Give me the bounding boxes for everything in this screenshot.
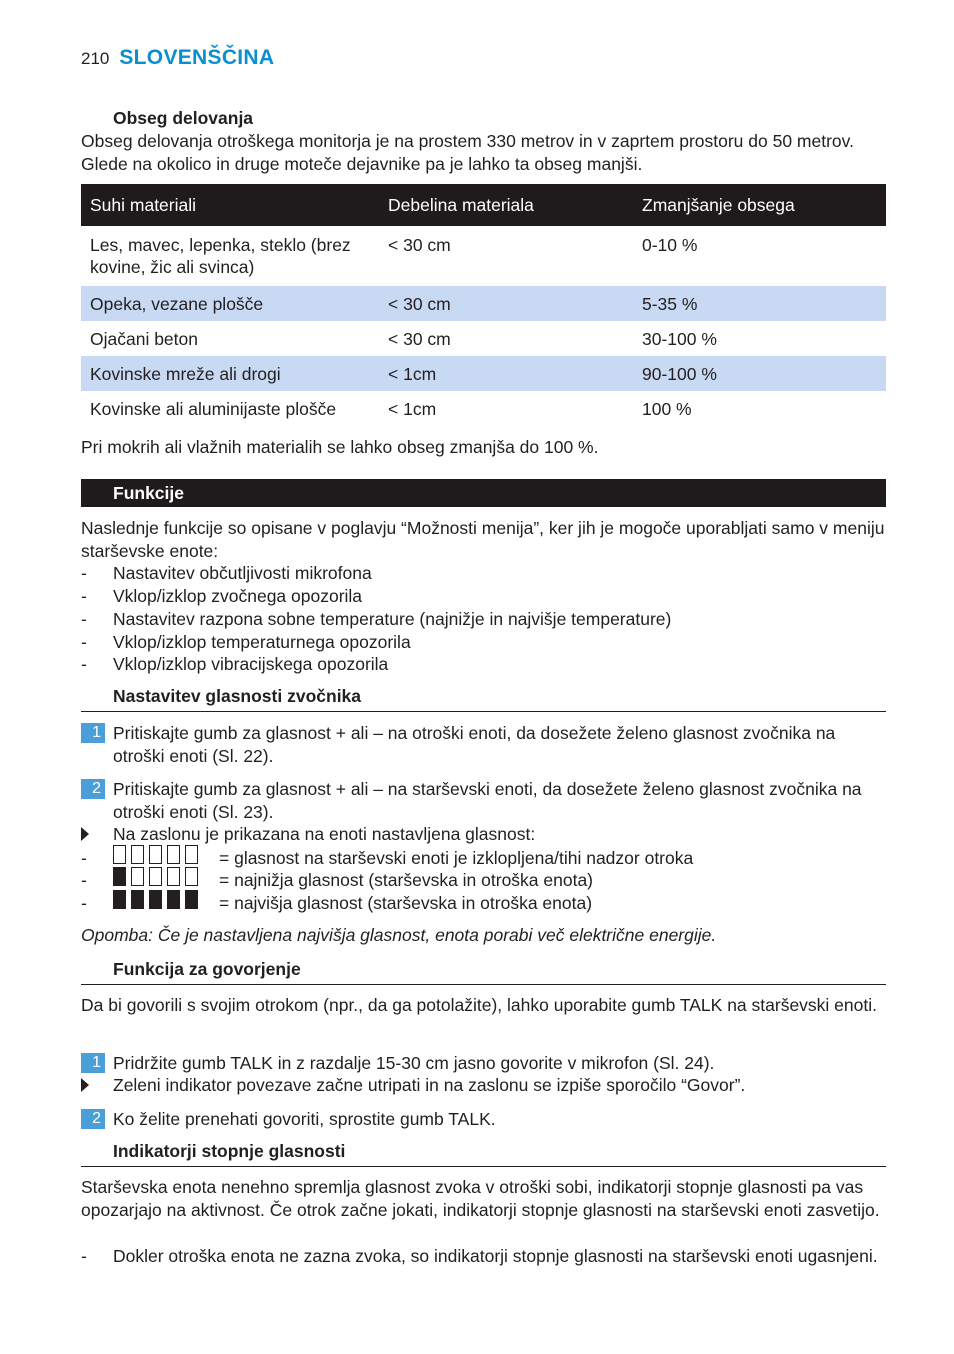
table-cell: 0-10 %: [642, 235, 698, 255]
volume-bar-icon: [167, 867, 180, 886]
step-text: Pritiskajte gumb za glasnost + ali – na otroški enoti, da dosežete želeno glasnost zvočnika na otroški enoti (Sl. 22).: [113, 723, 836, 766]
language-title: SLOVENŠČINA: [119, 46, 275, 69]
volume-bars-min: [113, 867, 198, 886]
table-row: [81, 356, 886, 391]
table-cell: 30-100 %: [642, 329, 717, 349]
volume-level-label: = glasnost na starševski enoti je izklopljena/tihi nadzor otroka: [219, 848, 694, 868]
talk-text: Da bi govorili s svojim otrokom (npr., da ga potolažite), lahko uporabite gumb TALK na starševski enoti.: [81, 995, 877, 1015]
table-row: [81, 391, 886, 426]
list-item: Nastavitev občutljivosti mikrofona: [113, 563, 372, 583]
range-text: Obseg delovanja otroškega monitorja je na prostem 330 metrov in v zaprtem prostoru do 50 metrov. Glede na okolico in druge moteče dejavnike pa je lahko ta obseg manjši.: [81, 131, 854, 174]
range-heading: Obseg delovanja: [113, 108, 254, 128]
dash-marker: -: [81, 1246, 87, 1266]
page-header: [81, 46, 274, 70]
table-cell: < 30 cm: [388, 329, 451, 349]
volume-bar-icon: [167, 845, 180, 864]
dash-marker: -: [81, 893, 87, 913]
heading-rule: [81, 984, 886, 985]
step-text: Ko želite prenehati govoriti, sprostite gumb TALK.: [113, 1109, 496, 1129]
step-text: Pridržite gumb TALK in z razdalje 15-30 cm jasno govorite v mikrofon (Sl. 24).: [113, 1053, 715, 1073]
functions-section-bar: [81, 479, 886, 507]
list-item: Nastavitev razpona sobne temperature (najnižje in najvišje temperature): [113, 609, 672, 629]
dash-marker: -: [81, 586, 87, 606]
list-item: Vklop/izklop zvočnega opozorila: [113, 586, 363, 606]
talk-heading: Funkcija za govorjenje: [113, 959, 301, 979]
volume-bar-icon: [113, 890, 126, 909]
page-number: 210: [81, 49, 110, 68]
table-cell: Ojačani beton: [90, 329, 198, 349]
table-row: [81, 321, 886, 356]
list-item: Vklop/izklop temperaturnega opozorila: [113, 632, 411, 652]
result-arrow-icon: [80, 827, 90, 841]
table-cell: Kovinske ali aluminijaste plošče: [90, 399, 337, 419]
functions-intro: Naslednje funkcije so opisane v poglavju “Možnosti menija”, ker jih je mogoče uporabljati samo v meniju starševske enote:: [81, 518, 885, 561]
sound-level-heading: Indikatorji stopnje glasnosti: [113, 1141, 346, 1161]
table-header-cell: Debelina materiala: [379, 184, 633, 226]
volume-bar-icon: [113, 867, 126, 886]
step-number-badge: 2: [81, 779, 105, 799]
table-header-cell: Suhi materiali: [81, 184, 379, 226]
volume-bar-icon: [149, 867, 162, 886]
table-cell: < 30 cm: [388, 235, 451, 255]
speaker-volume-heading: Nastavitev glasnosti zvočnika: [113, 686, 362, 706]
table-cell: Kovinske mreže ali drogi: [81, 356, 379, 391]
table-cell: < 1cm: [379, 356, 633, 391]
volume-level-label: = najnižja glasnost (starševska in otroška enota): [219, 870, 594, 890]
table-row: [81, 286, 886, 321]
table-cell: < 1cm: [388, 399, 437, 419]
table-cell: < 30 cm: [379, 286, 633, 321]
dash-marker: -: [81, 654, 87, 674]
table-cell: Les, mavec, lepenka, steklo (brez kovine, žic ali svinca): [90, 235, 351, 277]
volume-note: Opomba: Če je nastavljena najvišja glasnost, enota porabi več električne energije.: [81, 925, 717, 945]
table-cell: Opeka, vezane plošče: [81, 286, 379, 321]
step-number-badge: 1: [81, 723, 105, 743]
volume-bar-icon: [149, 890, 162, 909]
list-item: Dokler otroška enota ne zazna zvoka, so indikatorji stopnje glasnosti na starševski enoti ugasnjeni.: [113, 1246, 878, 1266]
volume-bar-icon: [185, 890, 198, 909]
table-row: [81, 226, 886, 286]
dash-marker: -: [81, 870, 87, 890]
volume-bar-icon: [167, 890, 180, 909]
functions-title: Funkcije: [113, 483, 184, 503]
volume-bar-icon: [113, 845, 126, 864]
volume-bar-icon: [131, 890, 144, 909]
volume-bar-icon: [131, 845, 144, 864]
dash-marker: -: [81, 563, 87, 583]
sound-level-text: Starševska enota nenehno spremlja glasnost zvoka v otroški sobi, indikatorji stopnje glasnosti pa vas opozarjajo na aktivnost. Če otrok začne jokati, indikatorji stopnje glasnosti na starševski enoti zasvetijo.: [81, 1177, 880, 1220]
table-cell: 90-100 %: [633, 356, 886, 391]
volume-bar-icon: [149, 845, 162, 864]
table-cell: 5-35 %: [633, 286, 886, 321]
step-number-badge: 1: [81, 1053, 105, 1073]
heading-rule: [81, 1166, 886, 1167]
heading-rule: [81, 711, 886, 712]
volume-bars-off: [113, 845, 198, 864]
step-text: Pritiskajte gumb za glasnost + ali – na starševski enoti, da dosežete želeno glasnost zvočnika na otroški enoti (Sl. 23).: [113, 779, 862, 822]
table-header-row: [81, 184, 886, 226]
dash-marker: -: [81, 609, 87, 629]
table-cell: 100 %: [642, 399, 692, 419]
dash-marker: -: [81, 848, 87, 868]
volume-level-label: = najvišja glasnost (starševska in otroška enota): [219, 893, 593, 913]
materials-table: [81, 184, 886, 426]
volume-bar-icon: [185, 867, 198, 886]
result-text: Na zaslonu je prikazana na enoti nastavljena glasnost:: [113, 824, 536, 844]
result-text: Zeleni indikator povezave začne utripati in na zaslonu se izpiše sporočilo “Govor”.: [113, 1075, 746, 1095]
result-arrow-icon: [80, 1078, 90, 1092]
volume-bar-icon: [131, 867, 144, 886]
volume-bar-icon: [185, 845, 198, 864]
table-header-cell: Zmanjšanje obsega: [633, 184, 886, 226]
wet-materials-note: Pri mokrih ali vlažnih materialih se lahko obseg zmanjša do 100 %.: [81, 437, 599, 457]
list-item: Vklop/izklop vibracijskega opozorila: [113, 654, 389, 674]
volume-bars-max: [113, 890, 198, 909]
step-number-badge: 2: [81, 1109, 105, 1129]
dash-marker: -: [81, 632, 87, 652]
